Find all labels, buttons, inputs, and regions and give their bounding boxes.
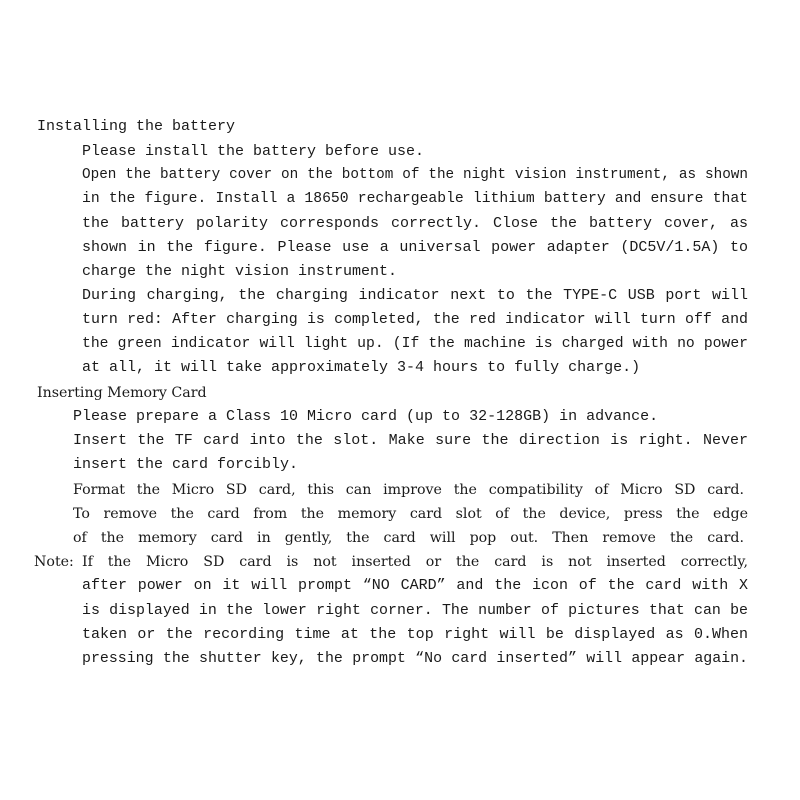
battery-line: shown in the figure. Please use a universal power adapter (DC5V/1.5A) to bbox=[82, 239, 748, 256]
battery-line: at all, it will take approximately 3-4 hours to fully charge.) bbox=[82, 359, 641, 376]
note-line: taken or the recording time at the top right will be displayed as 0.When bbox=[82, 626, 748, 643]
note-line: pressing the shutter key, the prompt “No card inserted” will appear again. bbox=[82, 651, 748, 667]
battery-heading: Installing the battery bbox=[37, 118, 236, 135]
battery-line: in the figure. Install a 18650 rechargeable lithium battery and ensure that bbox=[82, 191, 748, 207]
battery-line: charge the night vision instrument. bbox=[82, 263, 398, 280]
battery-line: During charging, the charging indicator next to the TYPE-C USB port will bbox=[82, 287, 748, 304]
battery-line: turn red: After charging is completed, the red indicator will turn off and bbox=[82, 312, 748, 328]
note-line: is displayed in the lower right corner. The number of pictures that can be bbox=[82, 603, 748, 619]
battery-line: Please install the battery before use. bbox=[82, 143, 425, 160]
memory-card-line: of the memory card in gently, the card will pop out. Then remove the card. bbox=[73, 530, 744, 546]
memory-card-line: To remove the card from the memory card slot of the device, press the edge bbox=[73, 506, 748, 522]
note-line: after power on it will prompt “NO CARD” and the icon of the card with X bbox=[82, 577, 748, 594]
memory-card-line: Format the Micro SD card, this can improve the compatibility of Micro SD card. bbox=[73, 482, 744, 498]
note-line: If the Micro SD card is not inserted or the card is not inserted correctly, bbox=[82, 554, 748, 570]
battery-line: Open the battery cover on the bottom of the night vision instrument, as shown bbox=[82, 167, 748, 183]
battery-line: the battery polarity corresponds correctly. Close the battery cover, as bbox=[82, 215, 748, 232]
battery-line: the green indicator will light up. (If the machine is charged with no power bbox=[82, 336, 748, 352]
note-label: Note: bbox=[34, 554, 74, 570]
memory-card-line: Insert the TF card into the slot. Make sure the direction is right. Never bbox=[73, 432, 748, 449]
memory-card-line: Please prepare a Class 10 Micro card (up to 32-128GB) in advance. bbox=[73, 408, 659, 425]
memory-card-heading: Inserting Memory Card bbox=[37, 385, 207, 401]
memory-card-line: insert the card forcibly. bbox=[73, 456, 299, 473]
